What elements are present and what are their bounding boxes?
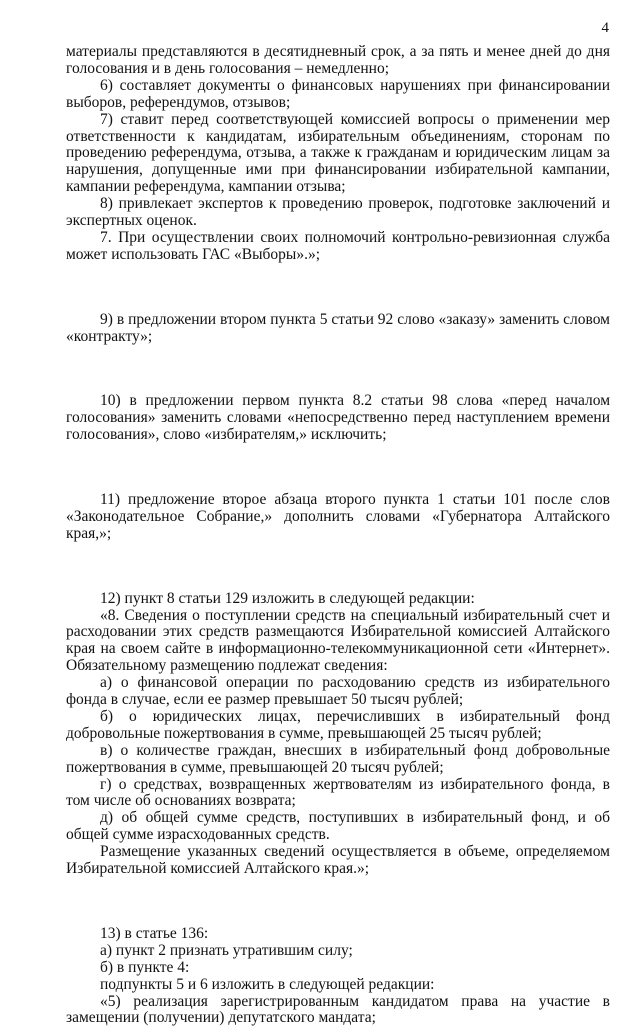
paragraph: «5) реализация зарегистрированным кандидатом права на участие в замещении (получении) депутатского мандата; (66, 992, 610, 1027)
paragraph: «8. Сведения о поступлении средств на специальный избирательный счет и расходовании этих средств размещаются Избирательной комиссией Алтайского края на своем сайте в информационно-телекоммуникационной сети «Интернет». Обязательному размещению подлежат сведения: (66, 606, 610, 675)
paragraph: Размещение указанных сведений осуществляется в объеме, определяемом Избирательной комиссией Алтайского края.»; (66, 843, 610, 878)
paragraph: 10) в предложении первом пункта 8.2 статьи 98 слова «перед началом голосования» заменить словами «непосредственно перед наступлением времени голосования», слово «избирателям,» исключить; (66, 392, 610, 444)
paragraph-spacer (66, 558, 610, 575)
paragraph: б) в пункте 4: (100, 958, 190, 976)
paragraph: 13) в статье 136: (100, 924, 209, 942)
page-number: 4 (601, 20, 609, 36)
paragraph-spacer (66, 894, 610, 911)
paragraph: подпункты 5 и 6 изложить в следующей редакции: (100, 975, 435, 993)
document-body (66, 44, 610, 1027)
paragraph: 7) ставит перед соответствующей комиссией вопросы о применении мер ответственности к кандидатам, избирательным объединениям, сторонам по проведению референдума, отзыва, а также к гражданам и юридическим лицам за нарушения, допущенные ими при финансировании избирательной кампании, кампании референдума, кампании отзыва; (66, 110, 610, 196)
paragraph-spacer (66, 279, 610, 296)
paragraph: 8) привлекает экспертов к проведению проверок, подготовке заключений и экспертных оценок. (66, 195, 610, 230)
paragraph: б) о юридических лицах, перечисливших в избирательный фонд добровольные пожертвования в сумме, превышающей 25 тысяч рублей; (66, 707, 610, 742)
paragraph: г) о средствах, возвращенных жертвователям из избирательного фонда, в том числе об основаниях возврата; (66, 775, 610, 810)
paragraph-spacer (66, 460, 610, 477)
paragraph: в) о количестве граждан, внесших в избирательный фонд добровольные пожертвования в сумме, превышающей 20 тысяч рублей; (66, 741, 610, 776)
paragraph: д) об общей сумме средств, поступивших в избирательный фонд, и об общей сумме израсходованных средств. (66, 809, 610, 844)
paragraph: а) пункт 2 признать утратившим силу; (100, 941, 353, 959)
paragraph: 12) пункт 8 статьи 129 изложить в следующей редакции: (100, 589, 475, 607)
paragraph: 9) в предложении втором пункта 5 статьи 92 слово «заказу» заменить словом «контракту»; (66, 310, 610, 345)
paragraph-spacer (66, 361, 610, 378)
paragraph: материалы представляются в десятидневный срок, а за пять и менее дней до дня голосования и в день голосования – немедленно; (66, 43, 610, 77)
paragraph: 6) составляет документы о финансовых нарушениях при финансировании выборов, референдумов, отзывов; (66, 76, 610, 111)
paragraph: 7. При осуществлении своих полномочий контрольно-ревизионная служба может использовать ГАС «Выборы».»; (66, 228, 610, 263)
paragraph: а) о финансовой операции по расходованию средств из избирательного фонда в случае, если ее размер превышает 50 тысяч рублей; (66, 674, 610, 709)
paragraph: 11) предложение второе абзаца второго пункта 1 статьи 101 после слов «Законодательное Собрание,» дополнить словами «Губернатора Алтайского края,»; (66, 490, 610, 542)
